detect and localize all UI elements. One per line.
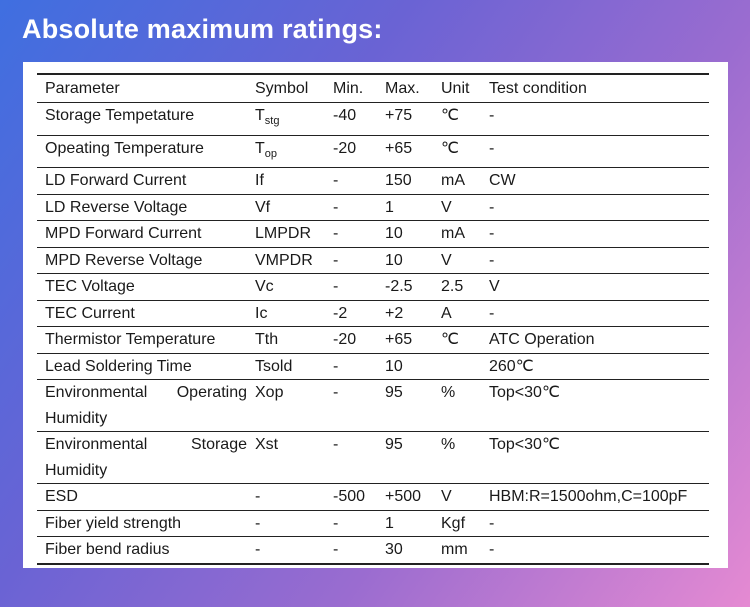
cell-test-condition: - bbox=[489, 198, 495, 216]
symbol-base: T bbox=[255, 139, 265, 157]
table-header-row bbox=[37, 74, 709, 103]
cell-max: +65 bbox=[385, 331, 413, 348]
cell-parameter: Lead Soldering Time bbox=[45, 357, 192, 375]
cell-max: +2 bbox=[385, 304, 404, 322]
cell-min: -2 bbox=[333, 304, 348, 322]
parameter-line-1: Environmental Storage bbox=[45, 436, 247, 453]
cell-min: - bbox=[333, 436, 339, 453]
table-row bbox=[37, 103, 709, 136]
cell-min: -20 bbox=[333, 331, 357, 348]
table-row bbox=[37, 327, 709, 354]
cell-max: +500 bbox=[385, 488, 422, 505]
cell-max: 10 bbox=[385, 357, 403, 375]
cell-parameter bbox=[37, 432, 247, 484]
cell-max: -2.5 bbox=[385, 278, 413, 295]
cell-max: 95 bbox=[385, 436, 403, 453]
cell-unit: ℃ bbox=[441, 331, 459, 348]
cell-symbol: If bbox=[255, 172, 264, 189]
cell-unit: ℃ bbox=[441, 107, 459, 124]
cell-test-condition: - bbox=[489, 304, 495, 322]
cell-max: +75 bbox=[385, 107, 413, 124]
cell-unit: % bbox=[441, 384, 456, 401]
cell-parameter: ESD bbox=[45, 488, 78, 505]
cell-min: - bbox=[333, 357, 339, 375]
cell-test-condition: - bbox=[489, 514, 495, 532]
cell-test-condition: HBM:R=1500ohm,C=100pF bbox=[489, 488, 688, 505]
parameter-line-2: Humidity bbox=[45, 461, 108, 479]
cell-symbol: Ic bbox=[255, 304, 268, 322]
cell-min: -500 bbox=[333, 488, 366, 505]
cell-symbol: - bbox=[255, 488, 261, 505]
table-row bbox=[37, 353, 709, 380]
cell-symbol: Vf bbox=[255, 198, 271, 216]
cell-unit: V bbox=[441, 198, 452, 216]
cell-unit: 2.5 bbox=[441, 278, 464, 295]
cell-test-condition: CW bbox=[489, 172, 516, 189]
ratings-table bbox=[37, 73, 709, 565]
cell-test-condition: - bbox=[489, 541, 495, 558]
cell-test-condition: Top<30℃ bbox=[489, 436, 560, 453]
header-parameter: Parameter bbox=[45, 80, 120, 97]
cell-max: 95 bbox=[385, 384, 403, 401]
cell-parameter: TEC Current bbox=[45, 304, 135, 322]
header-unit: Unit bbox=[441, 80, 470, 97]
cell-symbol bbox=[247, 103, 325, 136]
cell-min: -20 bbox=[333, 139, 357, 157]
table-row bbox=[37, 247, 709, 274]
cell-test-condition: Top<30℃ bbox=[489, 384, 560, 401]
cell-unit: mm bbox=[441, 541, 468, 558]
cell-unit: mA bbox=[441, 225, 465, 242]
cell-parameter: MPD Forward Current bbox=[45, 225, 202, 242]
cell-unit: mA bbox=[441, 172, 465, 189]
cell-symbol: Tth bbox=[255, 331, 279, 348]
page-title: Absolute maximum ratings: bbox=[22, 14, 383, 44]
cell-parameter: Fiber yield strength bbox=[45, 514, 182, 532]
cell-min: - bbox=[333, 514, 339, 532]
cell-unit: V bbox=[441, 251, 452, 269]
symbol-subscript: stg bbox=[264, 115, 280, 127]
cell-test-condition: V bbox=[489, 278, 500, 295]
cell-unit: V bbox=[441, 488, 452, 505]
ratings-panel bbox=[23, 62, 728, 568]
cell-parameter: LD Forward Current bbox=[45, 172, 187, 189]
cell-max: 10 bbox=[385, 225, 403, 242]
cell-symbol: LMPDR bbox=[255, 225, 312, 242]
cell-min: - bbox=[333, 384, 339, 401]
cell-symbol: Xst bbox=[255, 436, 279, 453]
cell-test-condition: - bbox=[489, 139, 495, 157]
table-body bbox=[37, 103, 709, 564]
cell-max: 30 bbox=[385, 541, 403, 558]
table-row bbox=[37, 380, 709, 432]
cell-parameter: MPD Reverse Voltage bbox=[45, 251, 203, 269]
cell-unit: % bbox=[441, 436, 456, 453]
cell-symbol: Xop bbox=[255, 384, 284, 401]
table-row bbox=[37, 274, 709, 301]
header-min: Min. bbox=[333, 80, 364, 97]
cell-symbol: - bbox=[255, 514, 261, 532]
cell-min: - bbox=[333, 172, 339, 189]
cell-parameter: Thermistor Temperature bbox=[45, 331, 216, 348]
symbol-base: T bbox=[255, 107, 265, 124]
cell-symbol: - bbox=[255, 541, 261, 558]
cell-min: - bbox=[333, 251, 339, 269]
table-row bbox=[37, 221, 709, 248]
cell-max: +65 bbox=[385, 139, 413, 157]
cell-unit: A bbox=[441, 304, 452, 322]
table-row bbox=[37, 194, 709, 221]
cell-max: 1 bbox=[385, 198, 394, 216]
cell-min: - bbox=[333, 541, 339, 558]
cell-symbol: Vc bbox=[255, 278, 274, 295]
cell-max: 1 bbox=[385, 514, 394, 532]
cell-max: 150 bbox=[385, 172, 412, 189]
cell-parameter bbox=[37, 380, 247, 432]
cell-unit: Kgf bbox=[441, 514, 466, 532]
cell-parameter: TEC Voltage bbox=[45, 278, 135, 295]
cell-symbol: Tsold bbox=[255, 357, 293, 375]
cell-parameter: Storage Tempetature bbox=[45, 107, 195, 124]
symbol-subscript: op bbox=[264, 147, 278, 160]
cell-test-condition: - bbox=[489, 107, 495, 124]
cell-test-condition: 260℃ bbox=[489, 357, 534, 375]
cell-parameter: Fiber bend radius bbox=[45, 541, 170, 558]
parameter-line-1: Environmental Operating bbox=[45, 384, 247, 401]
cell-test-condition: - bbox=[489, 225, 495, 242]
cell-symbol bbox=[247, 135, 325, 168]
header-symbol: Symbol bbox=[255, 80, 309, 97]
cell-test-condition: - bbox=[489, 251, 495, 269]
table-row bbox=[37, 537, 709, 564]
table-row bbox=[37, 484, 709, 511]
cell-min: -40 bbox=[333, 107, 357, 124]
cell-min: - bbox=[333, 198, 339, 216]
cell-symbol: VMPDR bbox=[255, 251, 313, 269]
parameter-line-2: Humidity bbox=[45, 409, 108, 427]
cell-min: - bbox=[333, 225, 339, 242]
cell-max: 10 bbox=[385, 251, 403, 269]
cell-min: - bbox=[333, 278, 339, 295]
table-row bbox=[37, 135, 709, 168]
table-row bbox=[37, 510, 709, 537]
cell-unit bbox=[433, 353, 481, 380]
table-row bbox=[37, 300, 709, 327]
cell-parameter: Opeating Temperature bbox=[45, 139, 204, 157]
table-row bbox=[37, 168, 709, 195]
cell-parameter: LD Reverse Voltage bbox=[45, 198, 188, 216]
header-max: Max. bbox=[385, 80, 420, 97]
cell-test-condition: ATC Operation bbox=[489, 331, 595, 348]
table-row bbox=[37, 432, 709, 484]
header-test-condition: Test condition bbox=[489, 80, 587, 97]
cell-unit: ℃ bbox=[441, 139, 459, 157]
